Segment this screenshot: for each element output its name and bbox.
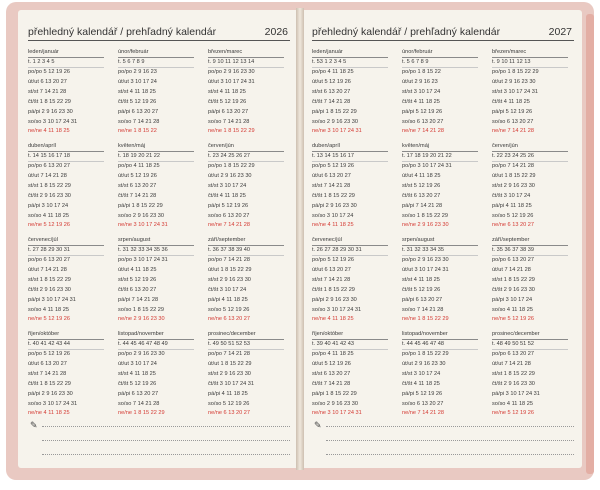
- day-row: út/ut 4 11 18 25: [402, 172, 441, 179]
- day-row: po/po 7 14 21 28: [492, 163, 534, 169]
- day-row: ne/ne 1 8 15 22 29: [402, 316, 449, 323]
- day-row: čt/št 5 12 19 26: [118, 380, 157, 387]
- month-name: listopad/november: [402, 330, 478, 340]
- day-row: so/so 2 9 16 23 30: [118, 212, 165, 219]
- day-row: út/ut 5 12 19 26: [312, 78, 351, 85]
- day-row: so/so 5 12 19 26: [492, 212, 534, 219]
- month-block: [28, 330, 104, 418]
- day-row: ne/ne 1 8 15 22: [118, 128, 157, 135]
- day-row: po/po 7 14 21 28: [208, 351, 250, 357]
- month-name: červenec/júl: [312, 236, 388, 246]
- week-numbers: t. 9 10 11 12 13: [492, 58, 568, 68]
- day-row: út/ut 3 10 17 24 31: [208, 78, 255, 85]
- day-row: so/so 3 10 17 24 31: [312, 306, 362, 313]
- day-row: pá/pi 3 10 17 24 31: [492, 390, 540, 397]
- month-block: [402, 142, 478, 230]
- day-row: po/po 1 8 15 22: [402, 69, 441, 75]
- day-row: čt/št 5 12 19 26: [402, 286, 441, 293]
- day-row: út/ut 2 9 16 23 30: [402, 360, 446, 367]
- month-name: červen/jún: [208, 142, 284, 152]
- month-name: květen/máj: [402, 142, 478, 152]
- month-name: březen/marec: [208, 48, 284, 58]
- day-row: čt/št 3 10 17 24: [208, 286, 247, 293]
- day-row: ne/ne 4 11 18 25: [28, 410, 70, 417]
- day-row: ne/ne 1 8 15 22 29: [208, 128, 255, 135]
- day-row: pá/pi 5 12 19 26: [492, 108, 533, 115]
- year-label: 2027: [548, 26, 572, 38]
- day-row: po/po 7 14 21 28: [208, 257, 250, 263]
- day-row: so/so 7 14 21 28: [402, 306, 444, 313]
- day-row: so/so 7 14 21 28: [208, 118, 250, 125]
- day-row: pá/pi 1 8 15 22 29: [312, 108, 357, 115]
- week-numbers: t. 5 6 7 8 9: [118, 58, 194, 68]
- day-row: čt/št 3 10 17 24 31: [208, 380, 255, 387]
- month-name: únor/február: [402, 48, 478, 58]
- day-row: čt/št 2 9 16 23 30: [28, 286, 71, 293]
- day-row: po/po 1 8 15 22 29: [208, 163, 255, 169]
- day-row: po/po 3 10 17 24 31: [402, 163, 452, 169]
- week-numbers: t. 14 15 16 17 18: [28, 152, 104, 162]
- day-row: po/po 5 12 19 26: [28, 351, 70, 357]
- day-row: ne/ne 4 11 18 25: [312, 222, 354, 229]
- day-row: st/st 1 8 15 22 29: [28, 276, 71, 283]
- day-row: út/ut 6 13 20 27: [28, 78, 67, 85]
- note-line: [326, 426, 574, 427]
- day-row: so/so 1 8 15 22 29: [402, 212, 449, 219]
- day-row: po/po 4 11 18 25: [312, 69, 354, 75]
- month-name: květen/máj: [118, 142, 194, 152]
- day-row: út/ut 7 14 21 28: [492, 360, 531, 367]
- day-row: st/st 7 14 21 28: [312, 182, 351, 189]
- week-numbers: t. 49 50 51 52 53: [208, 340, 284, 350]
- day-row: pá/pi 1 8 15 22 29: [118, 202, 163, 209]
- day-row: st/st 6 13 20 27: [312, 370, 351, 377]
- month-name: duben/apríl: [28, 142, 104, 152]
- month-block: [208, 142, 284, 230]
- month-block: [312, 48, 388, 136]
- week-numbers: t. 5 6 7 8 9: [402, 58, 478, 68]
- day-row: so/so 6 13 20 27: [492, 118, 534, 125]
- day-row: po/po 6 13 20 27: [28, 163, 70, 169]
- month-name: říjen/október: [312, 330, 388, 340]
- day-row: čt/št 7 14 21 28: [312, 380, 351, 387]
- day-row: po/po 2 9 16 23 30: [118, 351, 165, 357]
- day-row: st/st 3 10 17 24: [402, 88, 441, 95]
- note-line: [42, 426, 290, 427]
- day-row: so/so 4 11 18 25: [28, 306, 69, 313]
- day-row: st/st 6 13 20 27: [312, 88, 351, 95]
- day-row: pá/pi 7 14 21 28: [118, 296, 159, 303]
- pencil-icon: ✎: [30, 420, 38, 430]
- day-row: po/po 1 8 15 22 29: [492, 69, 539, 75]
- day-row: čt/št 4 11 18 25: [402, 380, 440, 387]
- week-numbers: t. 40 41 42 43 44: [28, 340, 104, 350]
- day-row: út/ut 1 8 15 22 29: [208, 266, 252, 273]
- day-row: út/ut 3 10 17 24 31: [402, 266, 449, 273]
- day-row: čt/št 7 14 21 28: [118, 192, 157, 199]
- month-block: [312, 142, 388, 230]
- day-row: ne/ne 5 12 19 26: [492, 410, 534, 417]
- day-row: st/st 5 12 19 26: [402, 182, 441, 189]
- day-row: st/st 7 14 21 28: [312, 276, 351, 283]
- day-row: st/st 3 10 17 24: [208, 182, 247, 189]
- week-numbers: t. 44 45 46 47 48 49: [118, 340, 194, 350]
- day-row: st/st 2 9 16 23 30: [208, 276, 251, 283]
- day-row: út/ut 6 13 20 27: [312, 266, 351, 273]
- pencil-icon: ✎: [314, 420, 322, 430]
- day-row: út/ut 7 14 21 28: [492, 266, 531, 273]
- week-numbers: t. 23 24 25 26 27: [208, 152, 284, 162]
- day-row: so/so 7 14 21 28: [118, 118, 160, 125]
- day-row: po/po 6 13 20 27: [28, 257, 70, 263]
- day-row: pá/pi 4 11 18 25: [208, 390, 248, 397]
- month-block: [492, 48, 568, 136]
- day-row: pá/pi 4 11 18 25: [208, 296, 248, 303]
- day-row: ne/ne 2 9 16 23 30: [118, 316, 165, 323]
- month-block: [208, 236, 284, 324]
- month-name: září/september: [492, 236, 568, 246]
- note-line: [42, 440, 290, 441]
- month-block: [118, 236, 194, 324]
- day-row: po/po 5 12 19 26: [28, 69, 70, 75]
- month-block: [118, 48, 194, 136]
- month-name: leden/január: [312, 48, 388, 58]
- day-row: so/so 6 13 20 27: [402, 118, 444, 125]
- month-block: [492, 330, 568, 418]
- day-row: ne/ne 3 10 17 24 31: [312, 128, 362, 135]
- day-row: čt/št 1 8 15 22 29: [28, 380, 71, 387]
- day-row: po/po 5 12 19 26: [312, 257, 354, 263]
- day-row: pá/pi 3 10 17 24: [28, 202, 69, 209]
- day-row: pá/pi 5 12 19 26: [402, 108, 443, 115]
- week-numbers: t. 39 40 41 42 43: [312, 340, 388, 350]
- day-row: út/ut 3 10 17 24: [118, 360, 157, 367]
- day-row: čt/št 5 12 19 26: [208, 98, 247, 105]
- week-numbers: t. 13 14 15 16 17: [312, 152, 388, 162]
- day-row: st/st 4 11 18 25: [402, 276, 440, 283]
- day-row: ne/ne 4 11 18 25: [28, 128, 70, 135]
- month-name: říjen/október: [28, 330, 104, 340]
- day-row: pá/pi 6 13 20 27: [118, 108, 159, 115]
- day-row: pá/pi 2 9 16 23 30: [312, 296, 357, 303]
- week-numbers: t. 48 49 50 51 52: [492, 340, 568, 350]
- week-numbers: t. 27 28 29 30 31: [28, 246, 104, 256]
- day-row: so/so 2 9 16 23 30: [312, 118, 359, 125]
- day-row: pá/pi 1 8 15 22 29: [312, 390, 357, 397]
- day-row: st/st 1 8 15 22 29: [28, 182, 71, 189]
- day-row: st/st 2 9 16 23 30: [492, 182, 535, 189]
- day-row: ne/ne 3 10 17 24 31: [312, 410, 362, 417]
- month-block: [312, 236, 388, 324]
- day-row: so/so 5 12 19 26: [208, 306, 250, 313]
- month-block: [28, 48, 104, 136]
- book-spine: [296, 8, 304, 470]
- day-row: ne/ne 5 12 19 26: [28, 222, 70, 229]
- day-row: pá/pi 6 13 20 27: [402, 296, 443, 303]
- day-row: út/ut 6 13 20 27: [28, 360, 67, 367]
- day-row: so/so 5 12 19 26: [208, 400, 250, 407]
- elastic-band: [586, 14, 594, 474]
- month-block: [492, 142, 568, 230]
- day-row: ne/ne 3 10 17 24 31: [118, 222, 168, 229]
- month-name: srpen/august: [402, 236, 478, 246]
- month-name: srpen/august: [118, 236, 194, 246]
- day-row: st/st 4 11 18 25: [208, 88, 246, 95]
- week-numbers: t. 31 32 33 34 35 36: [118, 246, 194, 256]
- day-row: so/so 4 11 18 25: [492, 400, 533, 407]
- day-row: ne/ne 6 13 20 27: [208, 316, 250, 323]
- month-name: únor/február: [118, 48, 194, 58]
- day-row: ne/ne 5 12 19 26: [492, 316, 534, 323]
- day-row: st/st 4 11 18 25: [118, 88, 156, 95]
- day-row: út/ut 2 9 16 23 30: [208, 172, 252, 179]
- year-label: 2026: [264, 26, 288, 38]
- day-row: st/st 4 11 18 25: [118, 370, 156, 377]
- month-name: září/september: [208, 236, 284, 246]
- month-name: prosinec/december: [208, 330, 284, 340]
- day-row: ne/ne 6 13 20 27: [208, 410, 250, 417]
- day-row: ne/ne 7 14 21 28: [492, 128, 534, 135]
- page-title: přehledný kalendář / prehľadný kalendár: [28, 26, 217, 38]
- day-row: čt/št 6 13 20 27: [118, 286, 157, 293]
- day-row: ne/ne 5 12 19 26: [28, 316, 70, 323]
- day-row: po/po 5 12 19 26: [312, 163, 354, 169]
- day-row: pá/pi 2 9 16 23 30: [312, 202, 357, 209]
- day-row: ne/ne 4 11 18 25: [312, 316, 354, 323]
- day-row: út/ut 2 9 16 23: [402, 78, 438, 85]
- day-row: út/ut 7 14 21 28: [28, 172, 67, 179]
- month-name: duben/apríl: [312, 142, 388, 152]
- day-row: st/st 3 10 17 24 31: [492, 88, 539, 95]
- day-row: so/so 3 10 17 24 31: [28, 118, 78, 125]
- day-row: ne/ne 6 13 20 27: [492, 222, 534, 229]
- week-numbers: t. 17 18 19 20 21 22: [402, 152, 478, 162]
- day-row: čt/št 1 8 15 22 29: [28, 98, 71, 105]
- week-numbers: t. 31 32 33 34 35: [402, 246, 478, 256]
- day-row: st/st 7 14 21 28: [28, 88, 67, 95]
- week-numbers: t. 44 45 46 47 48: [402, 340, 478, 350]
- day-row: so/so 7 14 21 28: [118, 400, 160, 407]
- month-block: [312, 330, 388, 418]
- month-block: [118, 142, 194, 230]
- day-row: pá/pi 5 12 19 26: [208, 202, 249, 209]
- day-row: so/so 6 13 20 27: [208, 212, 250, 219]
- day-row: so/so 6 13 20 27: [402, 400, 444, 407]
- day-row: čt/št 4 11 18 25: [402, 98, 440, 105]
- month-block: [402, 330, 478, 418]
- month-block: [28, 142, 104, 230]
- day-row: čt/št 2 9 16 23 30: [492, 380, 535, 387]
- month-block: [208, 48, 284, 136]
- day-row: út/ut 6 13 20 27: [312, 172, 351, 179]
- day-row: pá/pi 6 13 20 27: [118, 390, 159, 397]
- day-row: út/ut 7 14 21 28: [28, 266, 67, 273]
- day-row: so/so 4 11 18 25: [28, 212, 69, 219]
- month-name: březen/marec: [492, 48, 568, 58]
- day-row: po/po 1 8 15 22 29: [402, 351, 449, 357]
- day-row: po/po 2 9 16 23 30: [402, 257, 449, 263]
- day-row: st/st 2 9 16 23 30: [208, 370, 251, 377]
- month-name: červenec/júl: [28, 236, 104, 246]
- left-page: [18, 10, 298, 468]
- day-row: pá/pi 4 11 18 25: [492, 202, 532, 209]
- day-row: čt/št 7 14 21 28: [312, 98, 351, 105]
- day-row: po/po 6 13 20 27: [492, 257, 534, 263]
- month-block: [492, 236, 568, 324]
- month-block: [402, 48, 478, 136]
- day-row: ne/ne 7 14 21 28: [402, 410, 444, 417]
- day-row: út/ut 2 9 16 23 30: [492, 78, 536, 85]
- month-name: prosinec/december: [492, 330, 568, 340]
- day-row: pá/pi 2 9 16 23 30: [28, 390, 73, 397]
- right-page: [302, 10, 582, 468]
- day-row: pá/pi 5 12 19 26: [402, 390, 443, 397]
- week-numbers: t. 22 23 24 25 26: [492, 152, 568, 162]
- note-line: [42, 454, 290, 455]
- page-title: přehledný kalendář / prehľadný kalendár: [312, 26, 501, 38]
- page-header: [28, 26, 290, 41]
- note-line: [326, 454, 574, 455]
- month-name: leden/január: [28, 48, 104, 58]
- week-numbers: t. 26 27 28 29 30 31: [312, 246, 388, 256]
- day-row: čt/št 1 8 15 22 29: [312, 192, 355, 199]
- day-row: út/ut 5 12 19 26: [312, 360, 351, 367]
- day-row: čt/št 4 11 18 25: [208, 192, 246, 199]
- day-row: pá/pi 3 10 17 24: [492, 296, 533, 303]
- day-row: čt/št 5 12 19 26: [118, 98, 157, 105]
- week-numbers: t. 1 2 3 4 5: [28, 58, 104, 68]
- day-row: st/st 5 12 19 26: [118, 276, 157, 283]
- month-block: [28, 236, 104, 324]
- week-numbers: t. 9 10 11 12 13 14: [208, 58, 284, 68]
- day-row: út/ut 3 10 17 24: [118, 78, 157, 85]
- day-row: út/ut 5 12 19 26: [118, 172, 157, 179]
- day-row: út/ut 4 11 18 25: [118, 266, 157, 273]
- day-row: so/so 1 8 15 22 29: [118, 306, 165, 313]
- day-row: st/st 1 8 15 22 29: [492, 370, 535, 377]
- day-row: pá/pi 7 14 21 28: [402, 202, 443, 209]
- month-name: listopad/november: [118, 330, 194, 340]
- week-numbers: t. 36 37 38 39 40: [208, 246, 284, 256]
- day-row: so/so 4 11 18 25: [492, 306, 533, 313]
- day-row: pá/pi 3 10 17 24 31: [28, 296, 76, 303]
- month-block: [118, 330, 194, 418]
- day-row: po/po 4 11 18 25: [312, 351, 354, 357]
- day-row: st/st 3 10 17 24: [402, 370, 441, 377]
- notes-area[interactable]: [28, 420, 290, 464]
- day-row: st/st 1 8 15 22 29: [492, 276, 535, 283]
- month-block: [402, 236, 478, 324]
- day-row: st/st 6 13 20 27: [118, 182, 157, 189]
- day-row: pá/pi 2 9 16 23 30: [28, 108, 73, 115]
- day-row: po/po 6 13 20 27: [492, 351, 534, 357]
- note-line: [326, 440, 574, 441]
- day-row: čt/št 3 10 17 24: [492, 192, 531, 199]
- day-row: po/po 2 9 16 23: [118, 69, 157, 75]
- day-row: po/po 2 9 16 23 30: [208, 69, 255, 75]
- page-header: [312, 26, 574, 41]
- week-numbers: t. 53 1 2 3 4 5: [312, 58, 388, 68]
- day-row: ne/ne 7 14 21 28: [208, 222, 250, 229]
- day-row: čt/št 4 11 18 25: [492, 98, 530, 105]
- day-row: so/so 3 10 17 24 31: [28, 400, 78, 407]
- day-row: po/po 3 10 17 24 31: [118, 257, 168, 263]
- day-row: čt/št 2 9 16 23 30: [492, 286, 535, 293]
- day-row: ne/ne 2 9 16 23 30: [402, 222, 449, 229]
- day-row: po/po 4 11 18 25: [118, 163, 160, 169]
- day-row: so/so 2 9 16 23 30: [312, 400, 359, 407]
- day-row: út/ut 1 8 15 22 29: [492, 172, 536, 179]
- day-row: ne/ne 1 8 15 22 29: [118, 410, 165, 417]
- day-row: čt/št 1 8 15 22 29: [312, 286, 355, 293]
- day-row: pá/pi 6 13 20 27: [208, 108, 249, 115]
- month-block: [208, 330, 284, 418]
- day-row: čt/št 6 13 20 27: [402, 192, 441, 199]
- day-row: st/st 7 14 21 28: [28, 370, 67, 377]
- day-row: čt/št 2 9 16 23 30: [28, 192, 71, 199]
- week-numbers: t. 18 19 20 21 22: [118, 152, 194, 162]
- month-name: červen/jún: [492, 142, 568, 152]
- week-numbers: t. 35 36 37 38 39: [492, 246, 568, 256]
- day-row: út/ut 1 8 15 22 29: [208, 360, 252, 367]
- notes-area[interactable]: [312, 420, 574, 464]
- day-row: ne/ne 7 14 21 28: [402, 128, 444, 135]
- day-row: so/so 3 10 17 24: [312, 212, 354, 219]
